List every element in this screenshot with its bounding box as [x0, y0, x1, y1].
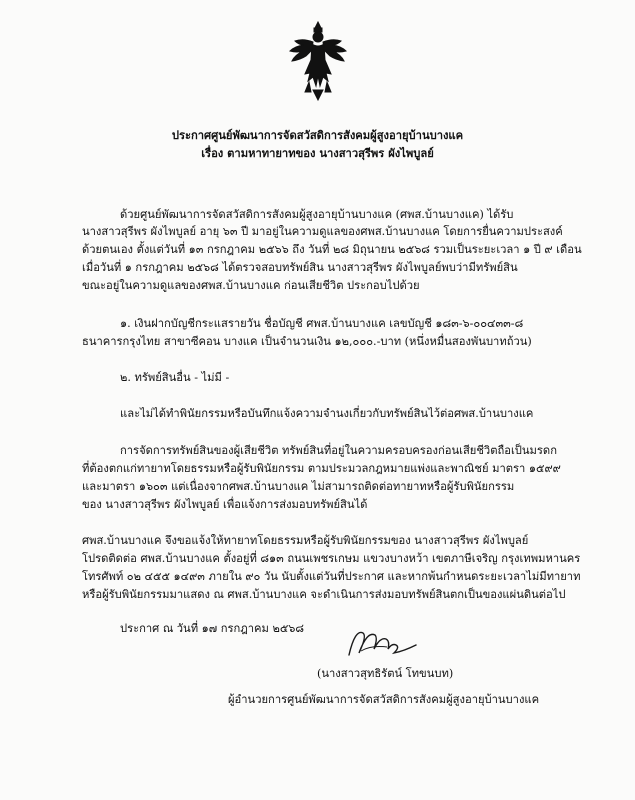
body-line: โปรดติดต่อ ศพส.บ้านบางแค ตั้งอยู่ที่ ๘๑๓ ถนนเพชรเกษม แขวงบางหว้า เขตภาษีเจริญ กรุงเทพมหานคร [82, 552, 581, 565]
body-line: เมื่อวันที่ ๑ กรกฎาคม ๒๕๖๘ ได้ตรวจสอบทรัพย์สิน นางสาวสุรีพร ผังไพบูลย์พบว่ามีทรัพย์สิน [82, 261, 518, 274]
signatory-position: ผู้อำนวยการศูนย์พัฒนาการจัดสวัสดิการสังคมผู้สูงอายุบ้านบางแค [228, 693, 540, 706]
signature-image [343, 625, 421, 663]
announcement-subject: เรื่อง ตามหาทายาทของ นางสาวสุรีพร ผังไพบูลย์ [201, 146, 434, 160]
body-line: หรือผู้รับพินัยกรรมมาแสดง ณ ศพส.บ้านบางแค จะดำเนินการส่งมอบทรัพย์สินตกเป็นของแผ่นดินต่อไป [82, 588, 566, 601]
body-line: และมาตรา ๑๖๐๓ แต่เนื่องจากศพส.บ้านบางแค ไม่สามารถติดต่อทายาทหรือผู้รับพินัยกรรม [82, 480, 515, 493]
body-line: ด้วยตนเอง ตั้งแต่วันที่ ๑๓ กรกฎาคม ๒๕๖๖ ถึง วันที่ ๒๘ มิถุนายน ๒๕๖๘ รวมเป็นระยะเวลา ๑ ปี ๙ เดือน [82, 243, 582, 256]
body-line: นางสาวสุรีพร ผังไพบูลย์ อายุ ๖๓ ปี มาอยู่ในความดูแลของศพส.บ้านบางแค โดยการยื่นความประสงค์ [82, 225, 563, 238]
body-line: ด้วยศูนย์พัฒนาการจัดสวัสดิการสังคมผู้สูงอายุบ้านบางแค (ศพส.บ้านบางแค) ได้รับ [120, 208, 514, 221]
body-line: ของ นางสาวสุรีพร ผังไพบูลย์ เพื่อแจ้งการส่งมอบทรัพย์สินได้ [82, 498, 368, 511]
announcement-date: ประกาศ ณ วันที่ ๑๗ กรกฎาคม ๒๕๖๘ [120, 622, 305, 635]
signatory-name: (นางสาวสุทธิรัตน์ โทขนบท) [317, 667, 454, 680]
body-line: โทรศัพท์ ๐๒ ๔๕๕ ๑๔๙๓ ภายใน ๙๐ วัน นับตั้งแต่วันที่ประกาศ และหากพ้นกำหนดระยะเวลาไม่มีทายาท [82, 570, 581, 583]
body-line: การจัดการทรัพย์สินของผู้เสียชีวิต ทรัพย์สินที่อยู่ในความครอบครองก่อนเสียชีวิตถือเป็นมรดก [120, 444, 557, 457]
announcement-heading: ประกาศศูนย์พัฒนาการจัดสวัสดิการสังคมผู้สูงอายุบ้านบางแค [171, 128, 464, 142]
body-line: ศพส.บ้านบางแค จึงขอแจ้งให้ทายาทโดยธรรมหรือผู้รับพินัยกรรมของ นางสาวสุรีพร ผังไพบูลย์ [82, 534, 529, 547]
body-line: และไม่ได้ทำพินัยกรรมหรือบันทึกแจ้งความจำนงเกี่ยวกับทรัพย์สินไว้ต่อศพส.บ้านบางแค [120, 407, 534, 420]
asset-item-1: ๑. เงินฝากบัญชีกระแสรายวัน ชื่อบัญชี ศพส.บ้านบางแค เลขบัญชี ๑๘๓-๖-๐๐๔๓๓-๘ [120, 317, 524, 330]
asset-item-2: ๒. ทรัพย์สินอื่น - ไม่มี - [120, 371, 230, 384]
body-line: ที่ต้องตกแก่ทายาทโดยธรรมหรือผู้รับพินัยกรรม ตามประมวลกฎหมายแพ่งและพาณิชย์ มาตรา ๑๕๙๙ [82, 462, 561, 475]
body-line: ขณะอยู่ในความดูแลของศพส.บ้านบางแค ก่อนเสียชีวิต ประกอบไปด้วย [82, 279, 420, 292]
garuda-emblem-icon [287, 20, 349, 102]
asset-item-1: ธนาคารกรุงไทย สาขาซีคอน บางแค เป็นจำนวนเงิน ๑๒,๐๐๐.-บาท (หนึ่งหมื่นสองพันบาทถ้วน) [82, 335, 532, 348]
